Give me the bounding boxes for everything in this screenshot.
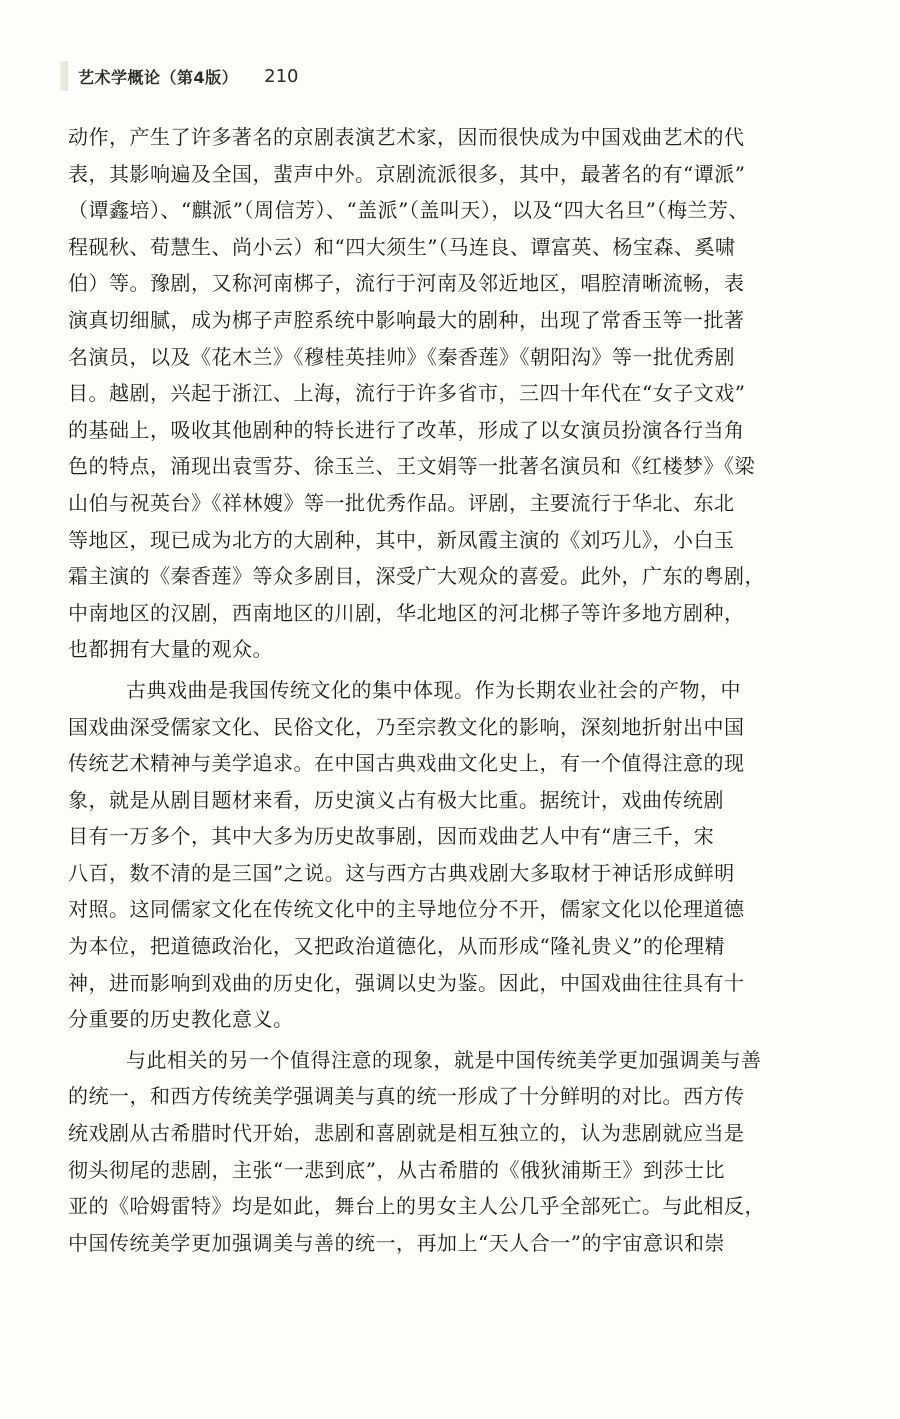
text-line: 古典戏曲是我国传统文化的集中体现。作为长期农业社会的产物，中 [126,677,741,702]
text-line: 伯）等。豫剧，又称河南梆子，流行于河南及邻近地区，唱腔清晰流畅，表 [68,271,745,296]
text-line: 统戏剧从古希腊时代开始，悲剧和喜剧就是相互独立的，认为悲剧就应当是 [68,1121,745,1146]
text-line: 与此相关的另一个值得注意的现象，就是中国传统美学更加强调美与善 [126,1047,762,1072]
text-line: 也都拥有大量的观众。 [68,637,273,662]
text-line: 霜主演的《秦香莲》等众多剧目，深受广大观众的喜爱。此外，广东的粤剧， [68,564,765,589]
text-line: 等地区，现已成为北方的大剧种，其中，新凤霞主演的《刘巧儿》，小白玉 [68,527,735,552]
text-line: 表，其影响遍及全国，蜚声中外。京剧流派很多，其中，最著名的有“谭派” [68,161,746,186]
text-line: 神，进而影响到戏曲的历史化，强调以史为鉴。因此，中国戏曲往往具有十 [68,970,745,995]
header-marker [60,61,68,91]
text-line: 目。越剧，兴起于浙江、上海，流行于许多省市，三四十年代在“女子文戏” [68,381,746,406]
paragraph [68,1042,838,1262]
text-line: 名演员，以及《花木兰》《穆桂英挂帅》《秦香莲》《朝阳沟》等一批优秀剧 [68,344,735,369]
page-number: 210 [264,65,299,87]
text-line: 亚的《哈姆雷特》均是如此，舞台上的男女主人公几乎全部死亡。与此相反， [68,1194,765,1219]
running-header [60,58,299,94]
text-line: 的基础上，吸收其他剧种的特长进行了改革，形成了以女演员扮演各行当角 [68,417,745,442]
text-line: 动作，产生了许多著名的京剧表演艺术家，因而很快成为中国戏曲艺术的代 [68,125,745,149]
text-line: 中南地区的汉剧，西南地区的川剧，华北地区的河北梆子等许多地方剧种， [68,600,745,625]
text-line: 中国传统美学更加强调美与善的统一，再加上“天人合一”的宇宙意识和崇 [68,1230,725,1255]
text-line: 演真切细腻，成为梆子声腔系统中影响最大的剧种，出现了常香玉等一批著 [68,307,745,332]
body-text [68,119,838,1261]
text-line: 程砚秋、荀慧生、尚小云）和“四大须生”（马连良、谭富英、杨宝森、奚啸 [68,234,736,259]
text-line: 象，就是从剧目题材来看，历史演义占有极大比重。据统计，戏曲传统剧 [68,787,724,812]
text-line: （谭鑫培）、“麒派”（周信芳）、“盖派”（盖叫天），以及“四大名旦”（梅兰芳、 [68,198,749,223]
book-title: 艺术学概论（第4版） [78,67,239,87]
text-line: 对照。这同儒家文化在传统文化中的主导地位分不开，儒家文化以伦理道德 [68,897,745,922]
paragraph [68,672,838,1038]
text-line: 八百，数不清的是三国”之说。这与西方古典戏剧大多取材于神话形成鲜明 [68,860,735,885]
text-line: 彻头彻尾的悲剧，主张“一悲到底”，从古希腊的《俄狄浦斯王》到莎士比 [68,1157,725,1182]
text-line: 分重要的历史教化意义。 [68,1007,294,1032]
text-line: 传统艺术精神与美学追求。在中国古典戏曲文化史上，有一个值得注意的现 [68,751,745,776]
text-line: 国戏曲深受儒家文化、民俗文化，乃至宗教文化的影响，深刻地折射出中国 [68,714,745,739]
text-line: 为本位，把道德政治化，又把政治道德化，从而形成“隆礼贵义”的伦理精 [68,934,725,959]
text-line: 色的特点，涌现出袁雪芬、徐玉兰、王文娟等一批著名演员和《红楼梦》《梁 [68,454,755,479]
text-line: 的统一，和西方传统美学强调美与真的统一形成了十分鲜明的对比。西方传 [68,1084,745,1109]
text-line: 目有一万多个，其中大多为历史故事剧，因而戏曲艺人中有“唐三千，宋 [68,824,715,849]
text-line: 山伯与祝英台》《祥林嫂》等一批优秀作品。评剧，主要流行于华北、东北 [68,490,735,515]
paragraph [68,119,838,668]
